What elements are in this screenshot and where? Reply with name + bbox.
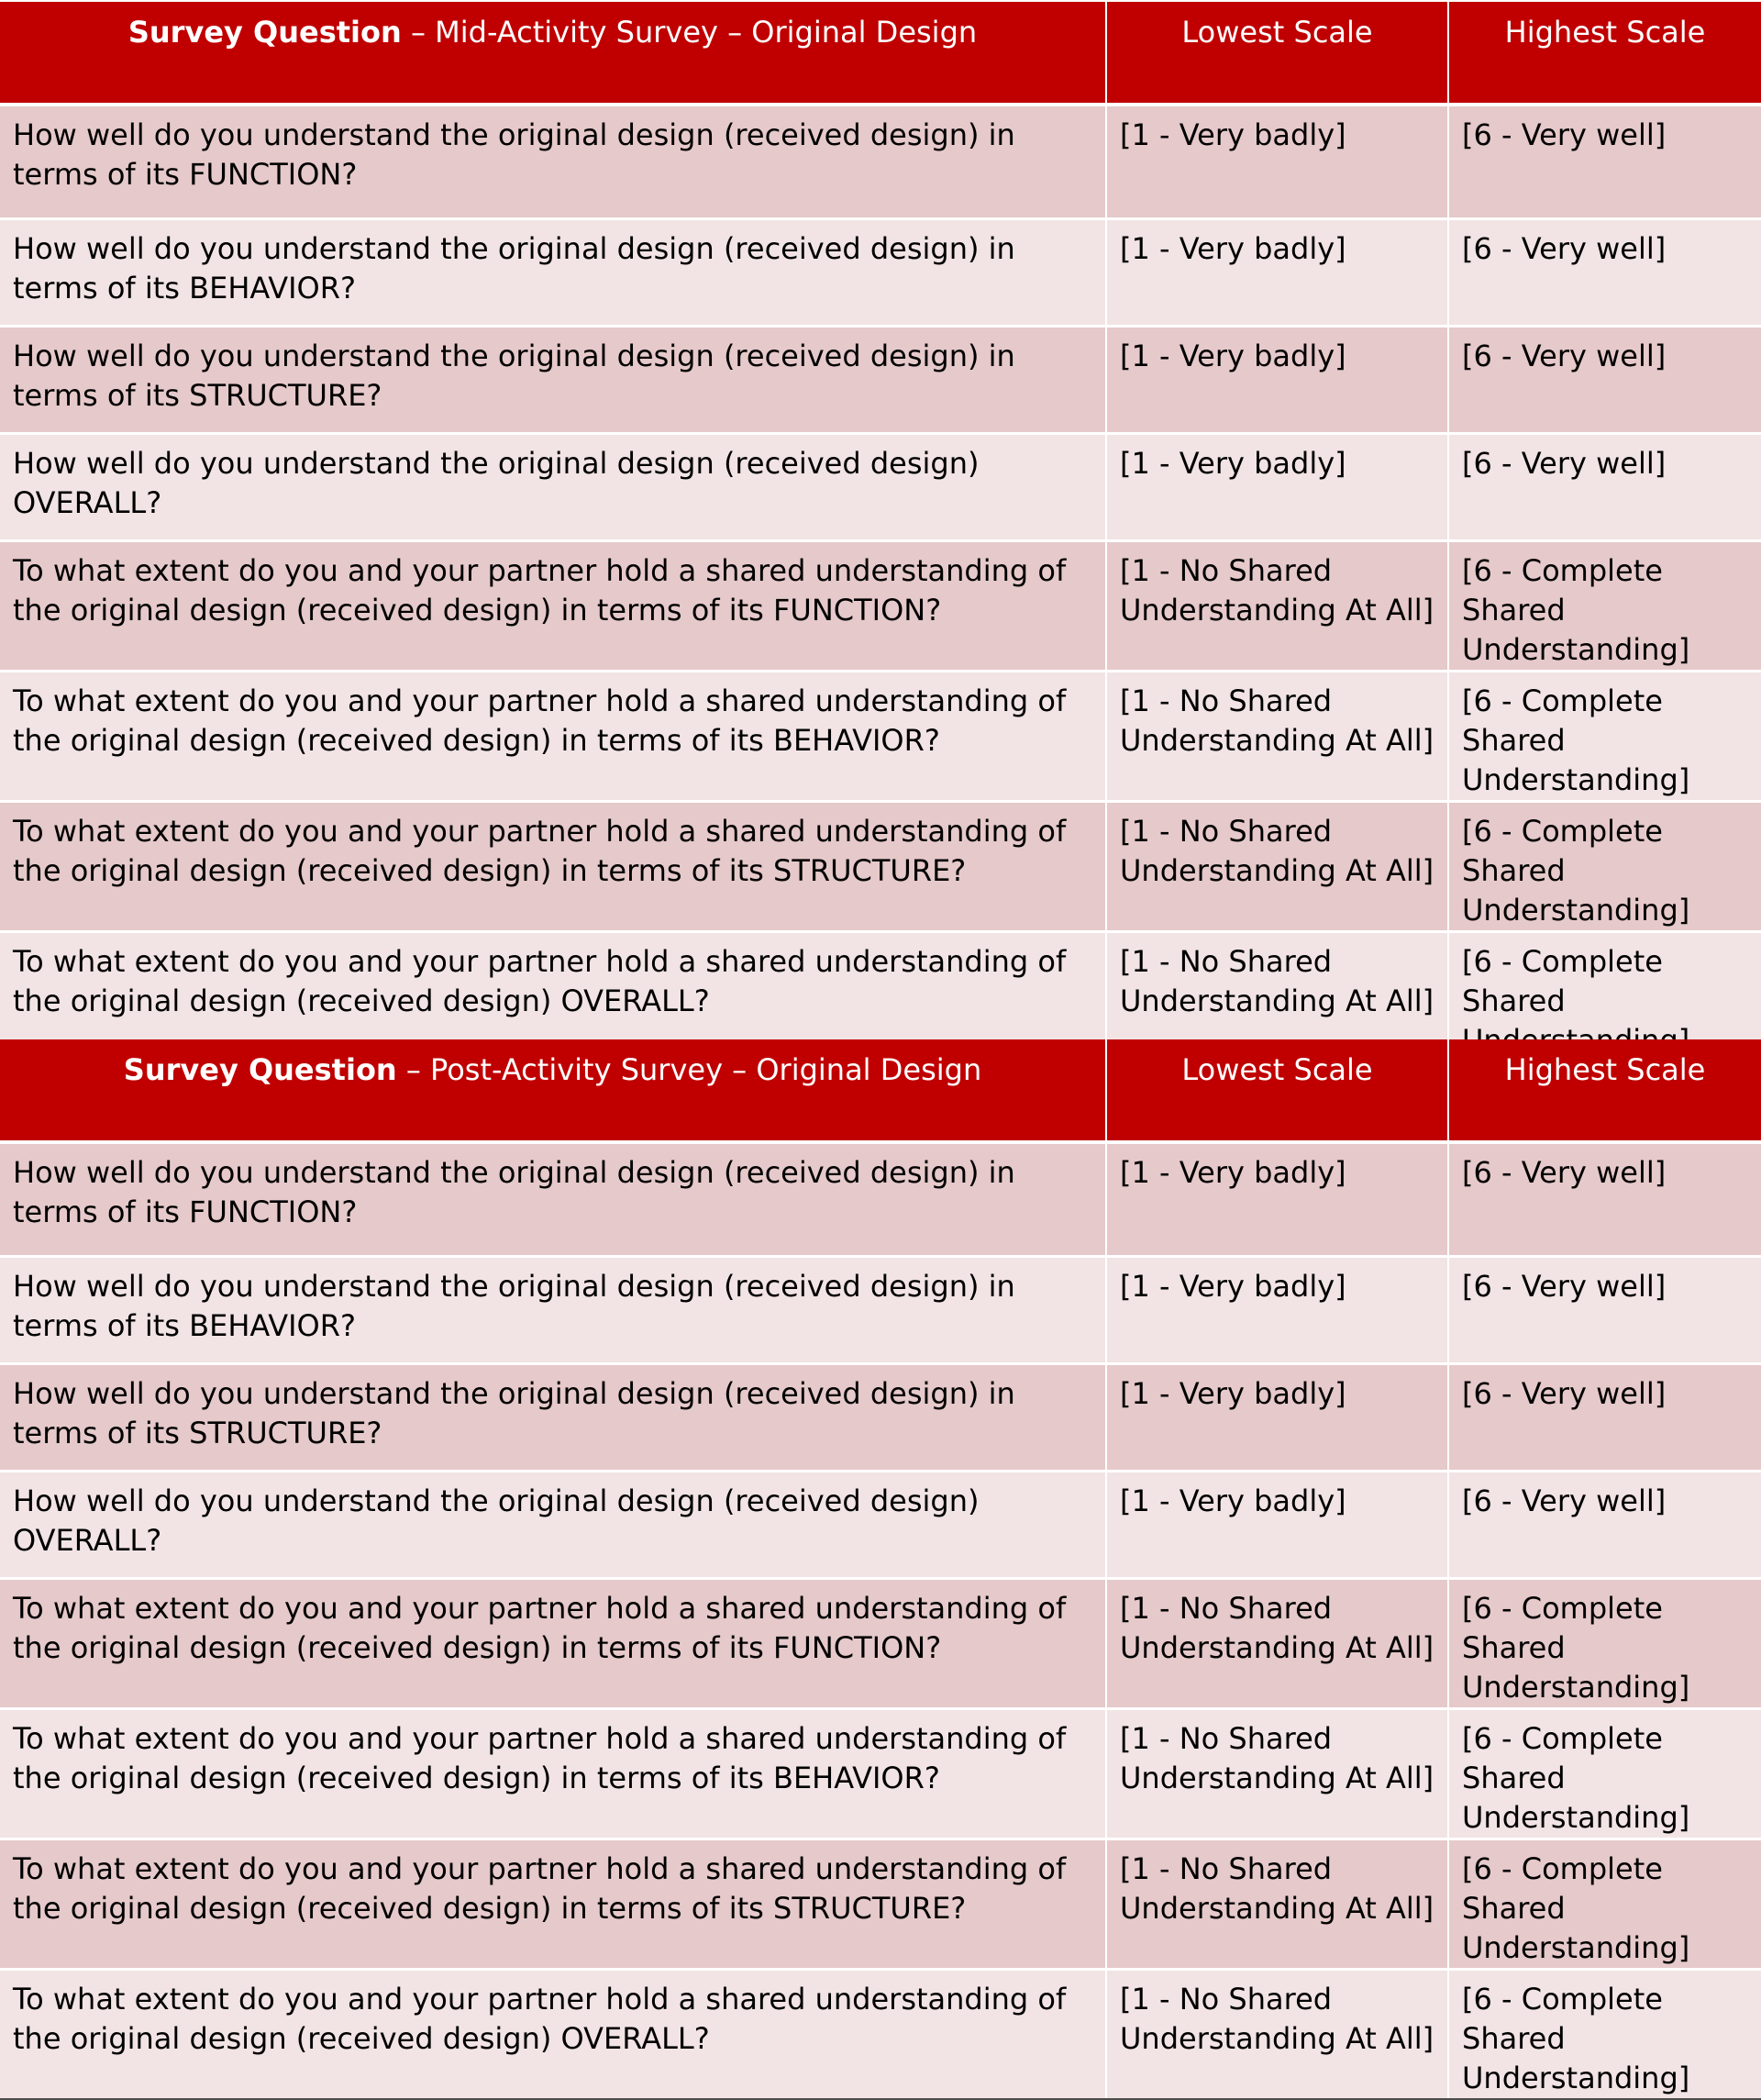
question-cell: To what extent do you and your partner hold a shared understanding of the original design (received design) in terms of its BEHAVIOR?	[0, 1708, 1106, 1839]
header-question-rest: – Mid-Activity Survey – Original Design	[401, 15, 978, 50]
table-row	[0, 801, 1761, 931]
table-row	[0, 1363, 1761, 1471]
lowest-scale-cell: [1 - No Shared Understanding At All]	[1106, 931, 1448, 1061]
post-activity-survey-table	[0, 1039, 1761, 2100]
header-question-rest: – Post-Activity Survey – Original Design	[396, 1052, 982, 1087]
highest-scale-cell: [6 - Complete Shared Understanding]	[1448, 1578, 1761, 1708]
header-highest-scale: Highest Scale	[1448, 2, 1761, 105]
lowest-scale-cell: [1 - Very badly]	[1106, 218, 1448, 326]
highest-scale-cell: [6 - Very well]	[1448, 105, 1761, 218]
table-row	[0, 1471, 1761, 1578]
header-highest-scale: Highest Scale	[1448, 1039, 1761, 1142]
header-lowest-scale: Lowest Scale	[1106, 1039, 1448, 1142]
lowest-scale-cell: [1 - No Shared Understanding At All]	[1106, 1839, 1448, 1969]
table-header-row	[0, 2, 1761, 105]
highest-scale-cell: [6 - Very well]	[1448, 326, 1761, 433]
table-row	[0, 326, 1761, 433]
highest-scale-cell: [6 - Very well]	[1448, 1256, 1761, 1363]
lowest-scale-cell: [1 - Very badly]	[1106, 1142, 1448, 1256]
question-cell: How well do you understand the original design (received design) OVERALL?	[0, 433, 1106, 540]
highest-scale-cell: [6 - Complete Shared Understanding]	[1448, 1839, 1761, 1969]
table-row	[0, 671, 1761, 801]
table-header-row	[0, 1039, 1761, 1142]
question-cell: To what extent do you and your partner hold a shared understanding of the original design (received design) OVERALL?	[0, 1969, 1106, 2099]
question-cell: How well do you understand the original design (received design) OVERALL?	[0, 1471, 1106, 1578]
table-row	[0, 1839, 1761, 1969]
header-survey-question	[0, 1039, 1106, 1142]
highest-scale-cell: [6 - Very well]	[1448, 218, 1761, 326]
table-row	[0, 1256, 1761, 1363]
highest-scale-cell: [6 - Very well]	[1448, 1363, 1761, 1471]
highest-scale-cell: [6 - Complete Shared Understanding]	[1448, 671, 1761, 801]
lowest-scale-cell: [1 - No Shared Understanding At All]	[1106, 1708, 1448, 1839]
highest-scale-cell: [6 - Complete Shared Understanding]	[1448, 801, 1761, 931]
header-survey-question	[0, 2, 1106, 105]
lowest-scale-cell: [1 - No Shared Understanding At All]	[1106, 540, 1448, 671]
question-cell: To what extent do you and your partner hold a shared understanding of the original design (received design) in terms of its FUNCTION?	[0, 540, 1106, 671]
header-question-bold: Survey Question	[123, 1052, 397, 1087]
question-cell: To what extent do you and your partner hold a shared understanding of the original design (received design) in terms of its FUNCTION?	[0, 1578, 1106, 1708]
lowest-scale-cell: [1 - No Shared Understanding At All]	[1106, 1578, 1448, 1708]
table-row	[0, 1142, 1761, 1256]
table-row	[0, 1708, 1761, 1839]
lowest-scale-cell: [1 - No Shared Understanding At All]	[1106, 801, 1448, 931]
highest-scale-cell: [6 - Complete Shared	[1448, 931, 1761, 1061]
question-cell: How well do you understand the original design (received design) in terms of its STRUCTURE?	[0, 326, 1106, 433]
highest-scale-cell: [6 - Complete Shared Understanding]	[1448, 540, 1761, 671]
lowest-scale-cell: [1 - Very badly]	[1106, 1363, 1448, 1471]
highest-scale-cell: [6 - Very well]	[1448, 1471, 1761, 1578]
question-cell: How well do you understand the original design (received design) in terms of its STRUCTURE?	[0, 1363, 1106, 1471]
question-cell: How well do you understand the original design (received design) in terms of its FUNCTION?	[0, 1142, 1106, 1256]
lowest-scale-cell: [1 - Very badly]	[1106, 433, 1448, 540]
lowest-scale-cell: [1 - Very badly]	[1106, 105, 1448, 218]
table-row	[0, 1969, 1761, 2099]
lowest-scale-cell: [1 - Very badly]	[1106, 1256, 1448, 1363]
question-cell: To what extent do you and your partner hold a shared understanding of the original design (received design) in terms of its BEHAVIOR?	[0, 671, 1106, 801]
question-cell: To what extent do you and your partner hold a shared understanding of the original design (received design) in terms of its STRUCTURE?	[0, 1839, 1106, 1969]
table-row	[0, 1578, 1761, 1708]
highest-scale-cell: [6 - Complete Shared Understanding]	[1448, 1969, 1761, 2099]
mid-activity-survey-table	[0, 2, 1761, 1062]
header-lowest-scale: Lowest Scale	[1106, 2, 1448, 105]
header-question-bold: Survey Question	[127, 15, 402, 50]
lowest-scale-cell: [1 - No Shared Understanding At All]	[1106, 1969, 1448, 2099]
table-row	[0, 105, 1761, 218]
question-cell: How well do you understand the original design (received design) in terms of its FUNCTION?	[0, 105, 1106, 218]
lowest-scale-cell: [1 - Very badly]	[1106, 326, 1448, 433]
table-row	[0, 218, 1761, 326]
table-row	[0, 540, 1761, 671]
highest-scale-cell: [6 - Very well]	[1448, 433, 1761, 540]
question-cell: How well do you understand the original design (received design) in terms of its BEHAVIOR?	[0, 1256, 1106, 1363]
highest-scale-cell: [6 - Complete Shared Understanding]	[1448, 1708, 1761, 1839]
question-cell: To what extent do you and your partner hold a shared understanding of the original design (received design) OVERALL?	[0, 931, 1106, 1061]
lowest-scale-cell: [1 - Very badly]	[1106, 1471, 1448, 1578]
question-cell: To what extent do you and your partner hold a shared understanding of the original design (received design) in terms of its STRUCTURE?	[0, 801, 1106, 931]
highest-scale-cell: [6 - Very well]	[1448, 1142, 1761, 1256]
question-cell: How well do you understand the original design (received design) in terms of its BEHAVIOR?	[0, 218, 1106, 326]
table-row	[0, 433, 1761, 540]
lowest-scale-cell: [1 - No Shared Understanding At All]	[1106, 671, 1448, 801]
